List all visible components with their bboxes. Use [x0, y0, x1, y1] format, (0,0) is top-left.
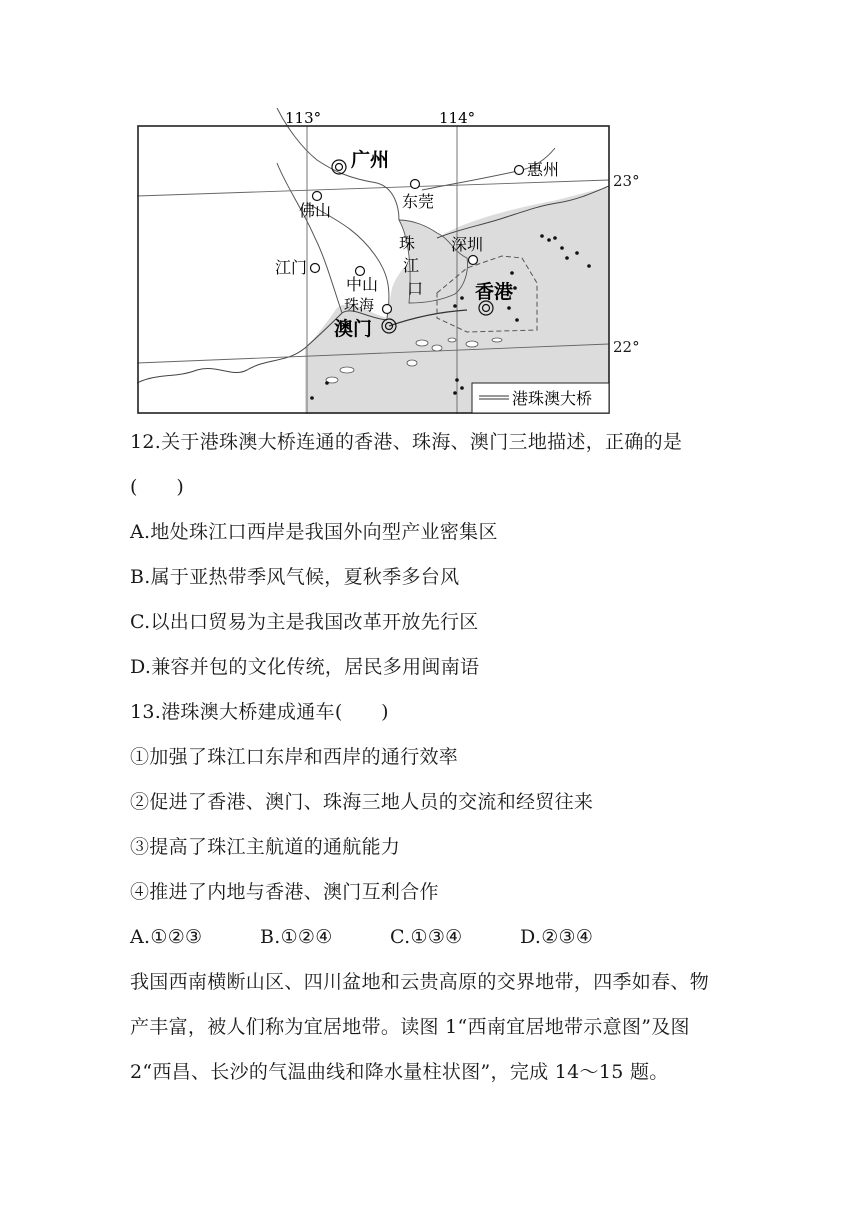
label-zhongshan: 中山 [346, 275, 379, 294]
pearl-river-delta-map [137, 108, 640, 414]
city-dongguan-symbol [411, 180, 420, 189]
label-jiangmen: 江门 [275, 258, 308, 277]
passage-line-3: 2“西昌、长沙的气温曲线和降水量柱状图”，完成 14～15 题。 [130, 1061, 669, 1083]
label-hongkong: 香港 [475, 281, 514, 303]
label-dongguan: 东莞 [402, 192, 435, 211]
lon-114-label: 114° [439, 109, 476, 127]
q12-option-b: B.属于亚热带季风气候，夏秋季多台风 [130, 566, 460, 588]
city-shenzhen-symbol [469, 256, 478, 265]
label-pearl-2: 江 [403, 256, 420, 275]
q13-option-b: B.①②④ [260, 926, 333, 948]
q13-statement-2: ②促进了香港、澳门、珠海三地人员的交流和经贸往来 [130, 791, 594, 813]
passage-line-1: 我国西南横断山区、四川盆地和云贵高原的交界地带，四季如春、物 [130, 971, 710, 993]
q12-option-d: D.兼容并包的文化传统，居民多用闽南语 [130, 656, 480, 678]
city-zhuhai-symbol [383, 305, 392, 314]
q13-options [130, 925, 650, 949]
q13-statement-1: ①加强了珠江口东岸和西岸的通行效率 [130, 746, 459, 768]
lat-22-label: 22° [613, 338, 640, 356]
city-jiangmen-symbol [311, 264, 320, 273]
legend-label: 港珠澳大桥 [512, 389, 593, 408]
label-guangzhou: 广州 [351, 149, 390, 171]
q13-statement-3: ③提高了珠江主航道的通航能力 [130, 836, 401, 858]
q12-stem: 12.关于港珠澳大桥连通的香港、珠海、澳门三地描述，正确的是 [130, 431, 683, 453]
q13-stem: 13.港珠澳大桥建成通车( ) [130, 701, 389, 723]
city-huizhou-symbol [515, 166, 524, 175]
q12-option-a: A.地处珠江口西岸是我国外向型产业密集区 [130, 521, 498, 543]
label-foshan: 佛山 [299, 201, 332, 220]
label-huizhou: 惠州 [527, 160, 560, 179]
q13-option-a: A.①②③ [130, 926, 203, 948]
label-pearl-1: 珠 [399, 234, 416, 253]
passage-line-2: 产丰富，被人们称为宜居地带。读图 1“西南宜居地带示意图”及图 [130, 1016, 690, 1038]
q13-option-d: D.②③④ [520, 926, 594, 948]
label-macau: 澳门 [334, 318, 373, 340]
q13-option-c: C.①③④ [390, 926, 463, 948]
q13-statement-4: ④推进了内地与香港、澳门互利合作 [130, 881, 439, 903]
label-shenzhen: 深圳 [451, 235, 484, 254]
lon-113-label: 113° [285, 109, 322, 127]
q12-option-c: C.以出口贸易为主是我国改革开放先行区 [130, 611, 479, 633]
lat-23-label: 23° [613, 172, 640, 190]
label-zhuhai: 珠海 [344, 296, 375, 314]
q12-paren: ( ) [130, 476, 185, 498]
river-west [277, 163, 342, 313]
city-foshan-symbol [313, 192, 322, 201]
map-svg [137, 108, 617, 414]
label-pearl-3: 口 [407, 279, 424, 298]
